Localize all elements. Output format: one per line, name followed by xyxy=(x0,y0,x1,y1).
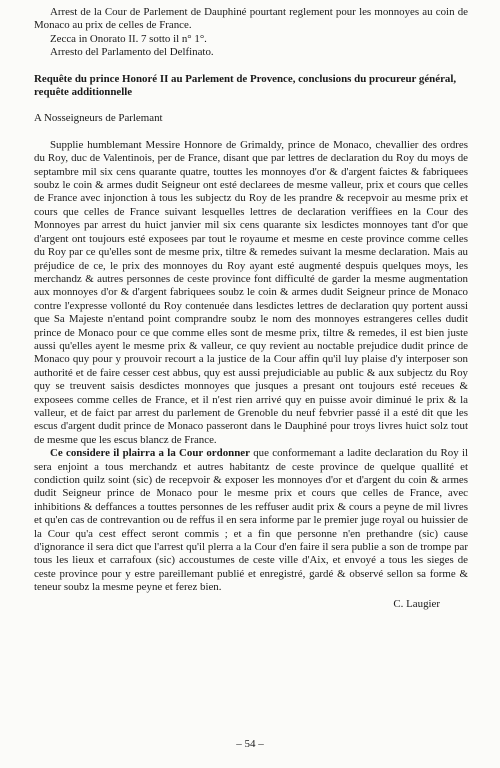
signature: C. Laugier xyxy=(393,597,440,610)
ordonner-bold: Ce considere il plairra a la Cour ordonner xyxy=(50,447,250,460)
header-line-zecca: Zecca in Onorato II. 7 sotto il n° 1°. xyxy=(50,32,207,45)
section-heading: Requête du prince Honoré II au Parlement de Provence, conclusions du procureur général, requête additionnelle xyxy=(34,72,457,99)
header-line-arresto: Arresto del Parlamento del Delfinato. xyxy=(50,46,214,59)
page-number: – 54 – xyxy=(236,738,264,750)
ordonner-text: que conformemant a ladite declaration du Roy il sera enjoint a tous merchandz et autres habitantz de ceste province de quelque quallité et condiction quilz soint (sic) de recepvoir & exposer les monnoyes d'or et d'argent du coin & armes dudit Seigneur prince de Monaco pour le mesme prix et cours que celles de France, avec inhibitions & deffances a touttes personnes de les reffuser audit prix & cours a peyne de mil livres et qu'en cas de contrevantion ou de reffus il en sera informe par le premier juge royal ou huissier de la Cour qu'a cest effect seront commis ; et a fin que personne n'en prethandre (sic) cause d'ignorance il sera dict que l'arrest qu'il plerra a la Cour d'en faire il sera publie a son de trompe par tous les lieux et carrafoux (sic) accoustumes de ceste ville d'Aix, et envoyé a tous les sieges de ceste province pour y estre pareillemant publié et enregistré, gardé & observé sellon sa forme & teneur soubz la mesme peyne et ferez bien. xyxy=(34,447,468,594)
document-page xyxy=(34,6,468,611)
address-line: A Nosseigneurs de Parlemant xyxy=(34,112,163,125)
body-paragraph: Supplie humblemant Messire Honnore de Grimaldy, prince de Monaco, chevallier des ordres du Roy, duc de Valentinois, per de France, disant que par lettres de declaration du Roy du moys de septambre mil six cens quarante quatre, touttes les monnoyes d'or & d'argent faictes & fabriquees soubz le coin & armes dudit Seigneur ont esté declarees de mesme valleur, prix et cours que celles de France avec injonction à tous les subjectz du Roy de les prandre & recepvoir au mesme prix et cours que celles de France suivant lesquelles lettres de declaration veriffiees en la Cour des Monnoyes par arrest du huict janvier mil six cens quarante six lesdictes monnoyes tant d'or que d'argent ont toujours esté exposees par tout le royaume et mesme en ceste province comme celles du Roy par ce qu'elles sont de mesme prix, tiltre & remedes suivant la mesme declaration. Mais au préjudice de ce, le prix des monnoyes du Roy ayant esté augmenté despuis quelques moys, les merchandz & autres personnes de ceste province font difficulté de garder la mesme augmentation aux monnoyes d'or & d'argent fabriquees soubz le coin & armes dudit Seigneur prince de Monaco contre l'expresse vollonté du Roy contenuée dans lesdictes lettres de declaration quy portent aussi que Sa Majeste n'entand point comprandre soubz le nom des monnoyes estrangeres celles dudit prince de Monaco pour ce que comme elles sont de mesme prix, tiltre & remedes, il est bien juste aussi qu'elles ayent le mesme prix & valleur, ce quy revient au noctable prejudice dudit prince de Monaco quy pour y prouvoir recourt a la justice de la Cour affin qu'il luy plaise d'y interposer son authorité et de faire cesser cest abbus, quy est aussi prejudiciable au public & aux subjectz du Roy quy se treuvent saisis desdictes monnoyes que jusques a presant ont toujours esté receues & exposees comme celles de France, et il n'est rien arrivé quy en puisse avoir diminué le prix & la valleur, et de faict par arrest du parlement de Grenoble du neuf febvrier passé il a esté dit que les escus d'argent dudit prince de Monaco passeront dans le Dauphiné pour troys livres huict solz tout de mesme que les escus blancz de France. xyxy=(34,138,468,446)
header-line-arrest: Arrest de la Cour de Parlement de Dauphiné pourtant reglement pour les monnoyes au coin de Monaco au prix de celles de France. xyxy=(34,6,468,32)
ordonner-paragraph xyxy=(34,447,468,594)
